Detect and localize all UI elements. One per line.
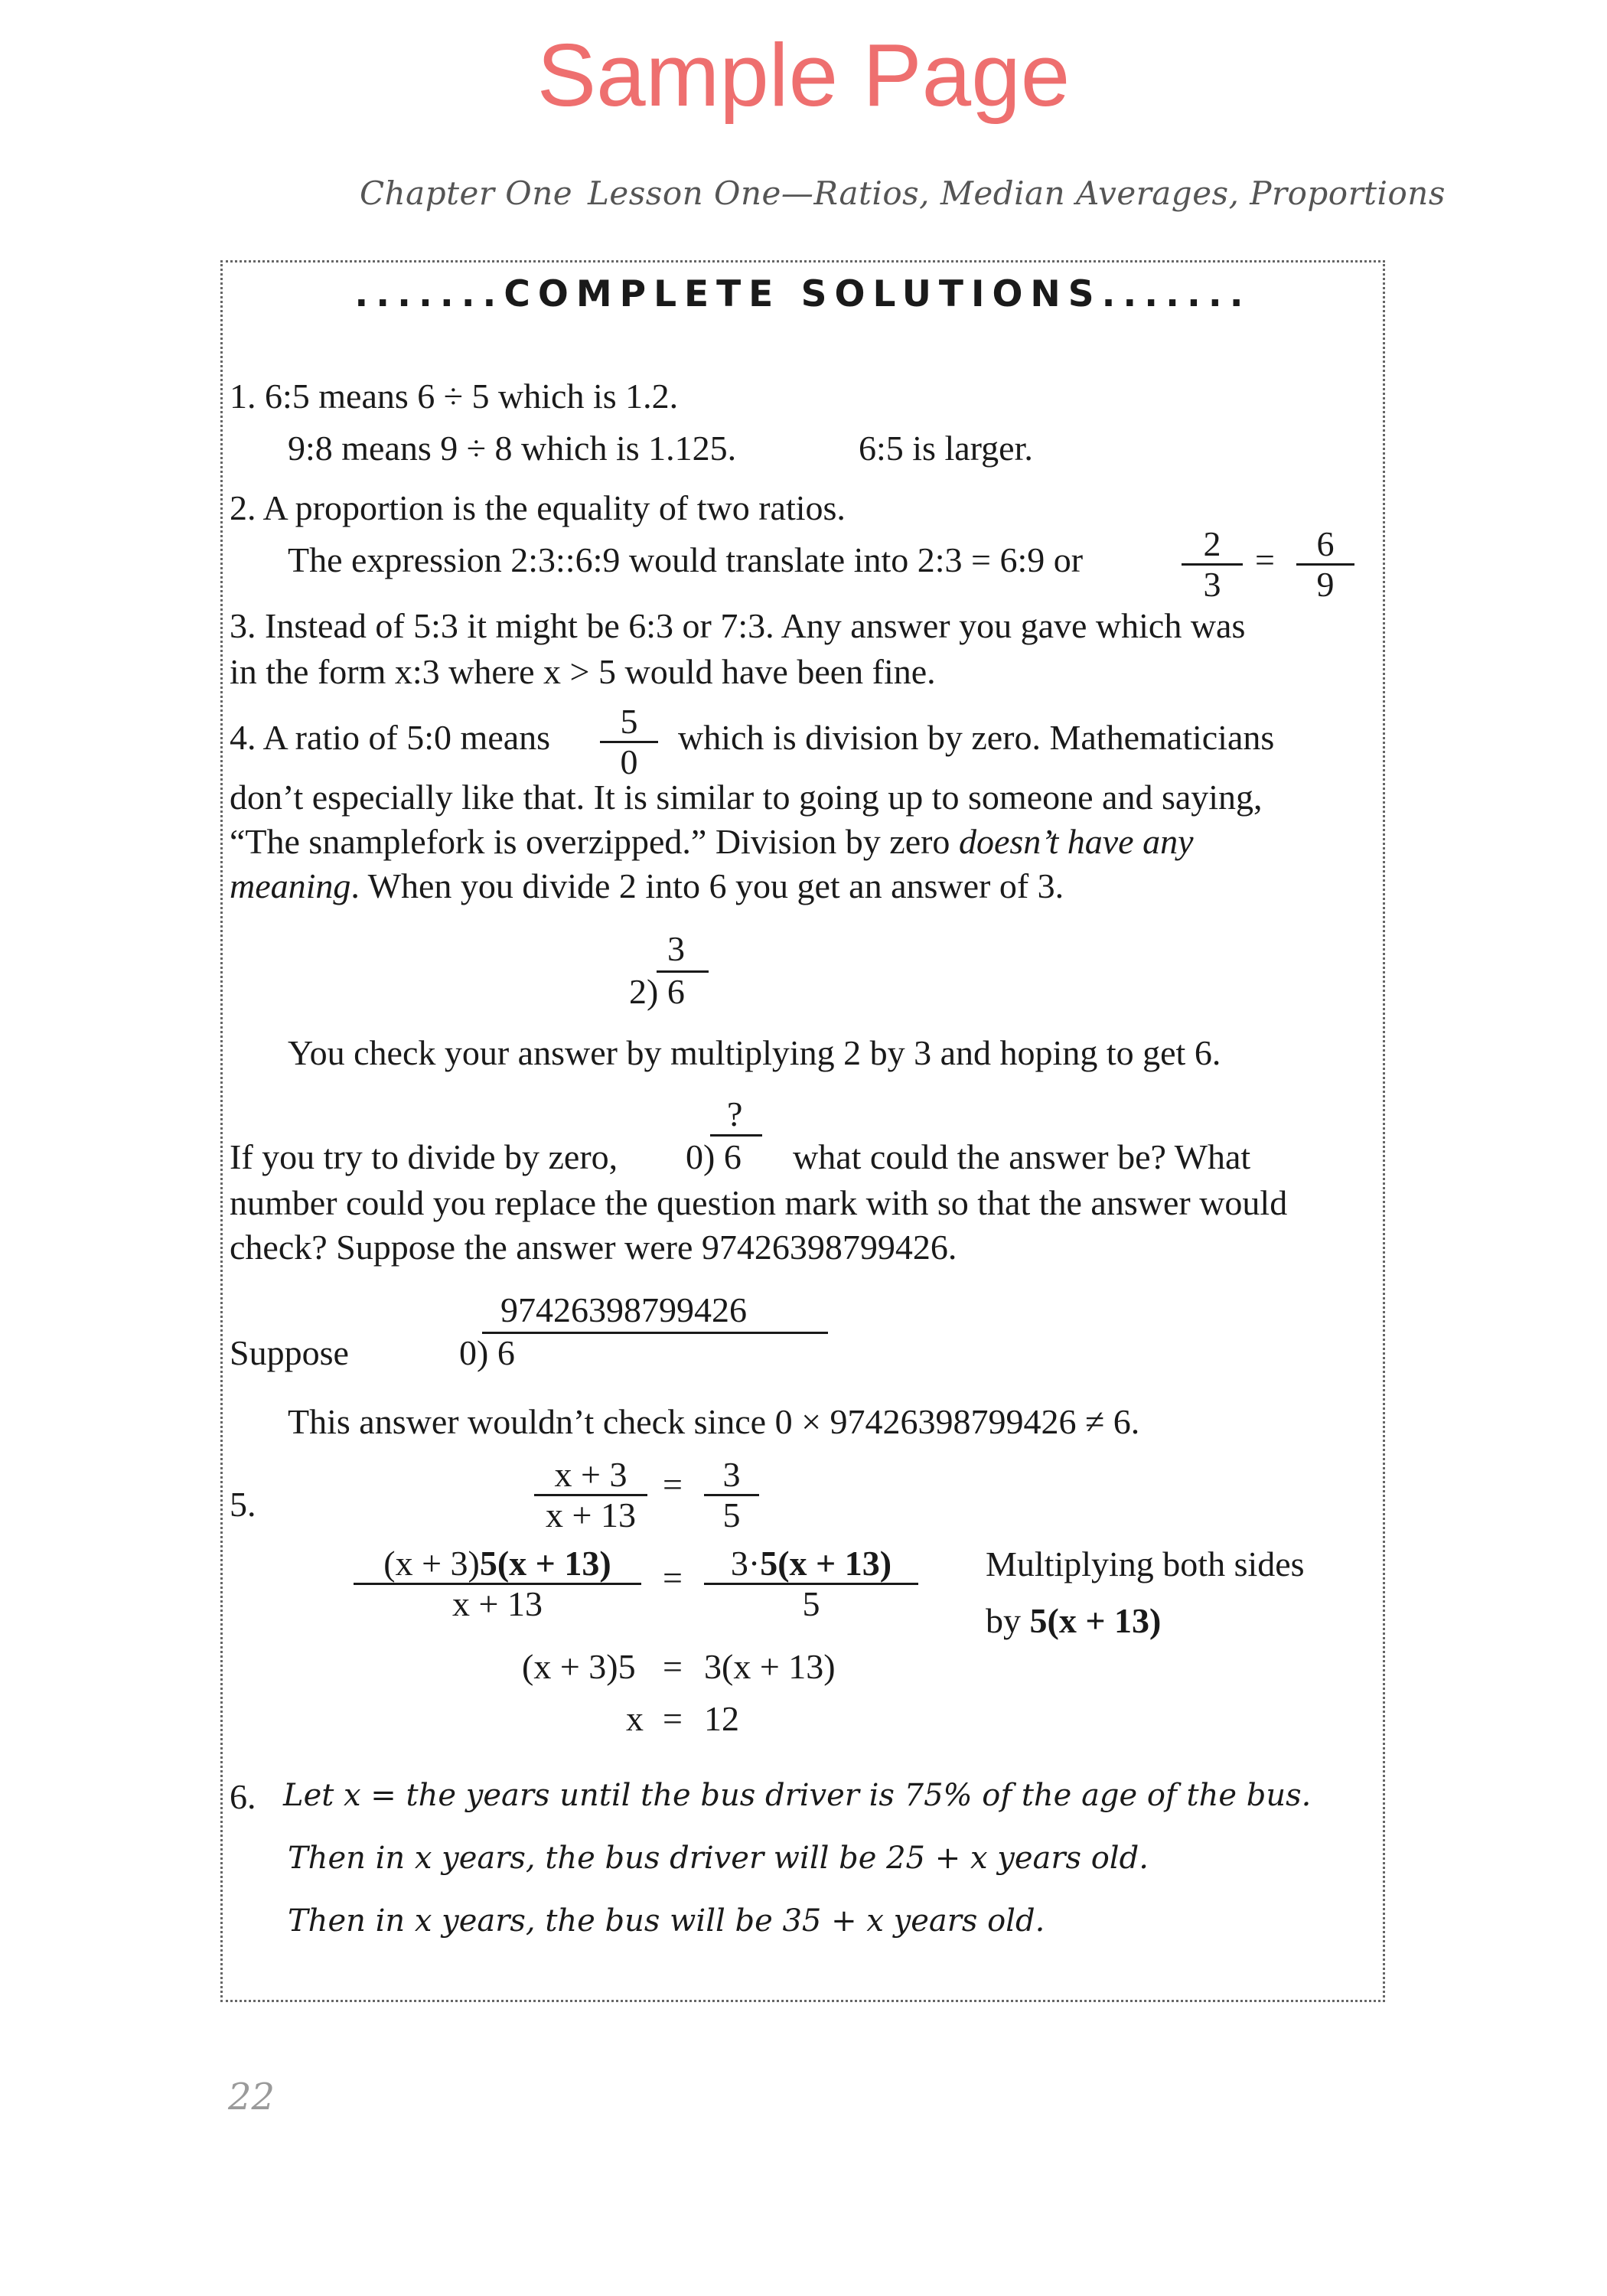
suppose-label: Suppose	[230, 1333, 349, 1372]
s5-row1-left-fraction	[534, 1456, 647, 1534]
div1-expression: 2) 6	[629, 972, 685, 1011]
fraction-numerator: 2	[1203, 524, 1221, 563]
fraction-denominator: 3	[1203, 565, 1221, 604]
sample-page-title: Sample Page	[536, 25, 1071, 125]
div2-expression: 0) 6	[686, 1137, 742, 1176]
s5-row2-equals: =	[663, 1558, 683, 1597]
div1-quotient: 3	[667, 929, 685, 968]
s5-row4-left: x	[626, 1699, 644, 1738]
s6-line3: Then in x years, the bus will be 35 + x years old.	[288, 1903, 1045, 1939]
note-text: by	[986, 1601, 1030, 1640]
s6-line1: Let x = the years until the bus driver is 75% of the age of the bus.	[283, 1778, 1312, 1813]
numerator-multiplier: 5(x + 13)	[760, 1544, 892, 1583]
fraction-numerator: 5	[620, 702, 638, 741]
div3-expression: 0) 6	[459, 1333, 515, 1372]
s3-line1: 3. Instead of 5:3 it might be 6:3 or 7:3. Any answer you gave which was	[230, 606, 1246, 645]
s3-line2: in the form x:3 where x > 5 would have been fine.	[230, 652, 936, 691]
s5-row3-right: 3(x + 13)	[704, 1647, 836, 1686]
s4-line1b: which is division by zero. Mathematicians	[678, 718, 1275, 757]
div3-bar	[482, 1332, 828, 1334]
div2-quotient: ?	[727, 1094, 743, 1133]
solutions-heading: .......COMPLETE SOLUTIONS.......	[354, 273, 1251, 315]
s4-line6b: what could the answer be? What	[793, 1137, 1251, 1176]
s5-row3-left: (x + 3)5	[522, 1647, 636, 1686]
s6-line2: Then in x years, the bus driver will be 25 + x years old.	[288, 1841, 1149, 1876]
s4-line2: don’t especially like that. It is similar to going up to someone and saying,	[230, 778, 1263, 817]
s4-line5: You check your answer by multiplying 2 by 3 and hoping to get 6.	[288, 1033, 1221, 1072]
s2-line1: 2. A proportion is the equality of two ratios.	[230, 488, 846, 527]
s2-line2: The expression 2:3::6:9 would translate into 2:3 = 6:9 or	[288, 540, 1084, 579]
s5-row2-left-fraction	[354, 1544, 641, 1623]
fraction-numerator: x + 3	[554, 1455, 627, 1494]
s4-line8: check? Suppose the answer were 97426398799426.	[230, 1228, 957, 1267]
fraction-numerator	[354, 1544, 641, 1583]
s4-line3-emphasis: doesn’t have any	[958, 822, 1194, 861]
fraction-denominator: 0	[620, 742, 638, 781]
s4-line1a: 4. A ratio of 5:0 means	[230, 718, 551, 757]
fraction-denominator: x + 13	[452, 1584, 543, 1623]
fraction-numerator: 3	[722, 1455, 741, 1494]
s1-line1: 1. 6:5 means 6 ÷ 5 which is 1.2.	[230, 377, 679, 416]
s4-line6a: If you try to divide by zero,	[230, 1137, 618, 1176]
fraction-denominator: 9	[1316, 565, 1335, 604]
s5-row4-equals: =	[663, 1699, 683, 1738]
s5-row1-right-fraction	[704, 1456, 759, 1534]
s2-equals: =	[1255, 540, 1275, 579]
div3-quotient: 97426398799426	[500, 1290, 747, 1329]
s4-line7: number could you replace the question mark with so that the answer would	[230, 1183, 1288, 1222]
fraction-denominator: 5	[802, 1584, 820, 1623]
s4-line9: This answer wouldn’t check since 0 × 97426398799426 ≠ 6.	[288, 1402, 1140, 1441]
s4-line3-text: “The snamplefork is overzipped.” Division by zero	[230, 822, 959, 861]
numerator-part: (x + 3)	[383, 1544, 480, 1583]
s4-fraction-5-0	[600, 703, 658, 781]
s4-line4-text: . When you divide 2 into 6 you get an answer of 3.	[350, 866, 1064, 905]
s2-fraction-6-9	[1296, 525, 1354, 604]
page-number: 22	[228, 2076, 275, 2118]
s4-line4	[230, 865, 1064, 908]
s1-line2: 9:8 means 9 ÷ 8 which is 1.125.	[288, 429, 737, 468]
s4-line3	[230, 820, 1194, 863]
fraction-denominator: 5	[722, 1495, 741, 1534]
note-multiplier: 5(x + 13)	[1029, 1601, 1162, 1640]
s5-row2-right-fraction	[704, 1544, 918, 1623]
numerator-part: 3·	[730, 1544, 761, 1583]
fraction-numerator	[704, 1544, 918, 1583]
s5-label: 5.	[230, 1485, 256, 1524]
s5-row3-equals: =	[663, 1647, 683, 1686]
fraction-denominator: x + 13	[546, 1495, 636, 1534]
s5-row1-equals: =	[663, 1465, 683, 1504]
fraction-numerator: 6	[1316, 524, 1335, 563]
running-head-chapter: Chapter One	[360, 174, 573, 212]
s4-line4-emphasis: meaning	[230, 866, 351, 905]
s5-note-line2	[986, 1600, 1161, 1642]
s5-note-line1: Multiplying both sides	[986, 1544, 1305, 1583]
s5-row4-right: 12	[704, 1699, 739, 1738]
s6-label: 6.	[230, 1777, 256, 1816]
running-head-lesson: Lesson One—Ratios, Median Averages, Proportions	[588, 174, 1446, 212]
s2-fraction-2-3	[1182, 525, 1243, 604]
s1-conclusion: 6:5 is larger.	[859, 429, 1033, 468]
numerator-multiplier: 5(x + 13)	[479, 1544, 611, 1583]
